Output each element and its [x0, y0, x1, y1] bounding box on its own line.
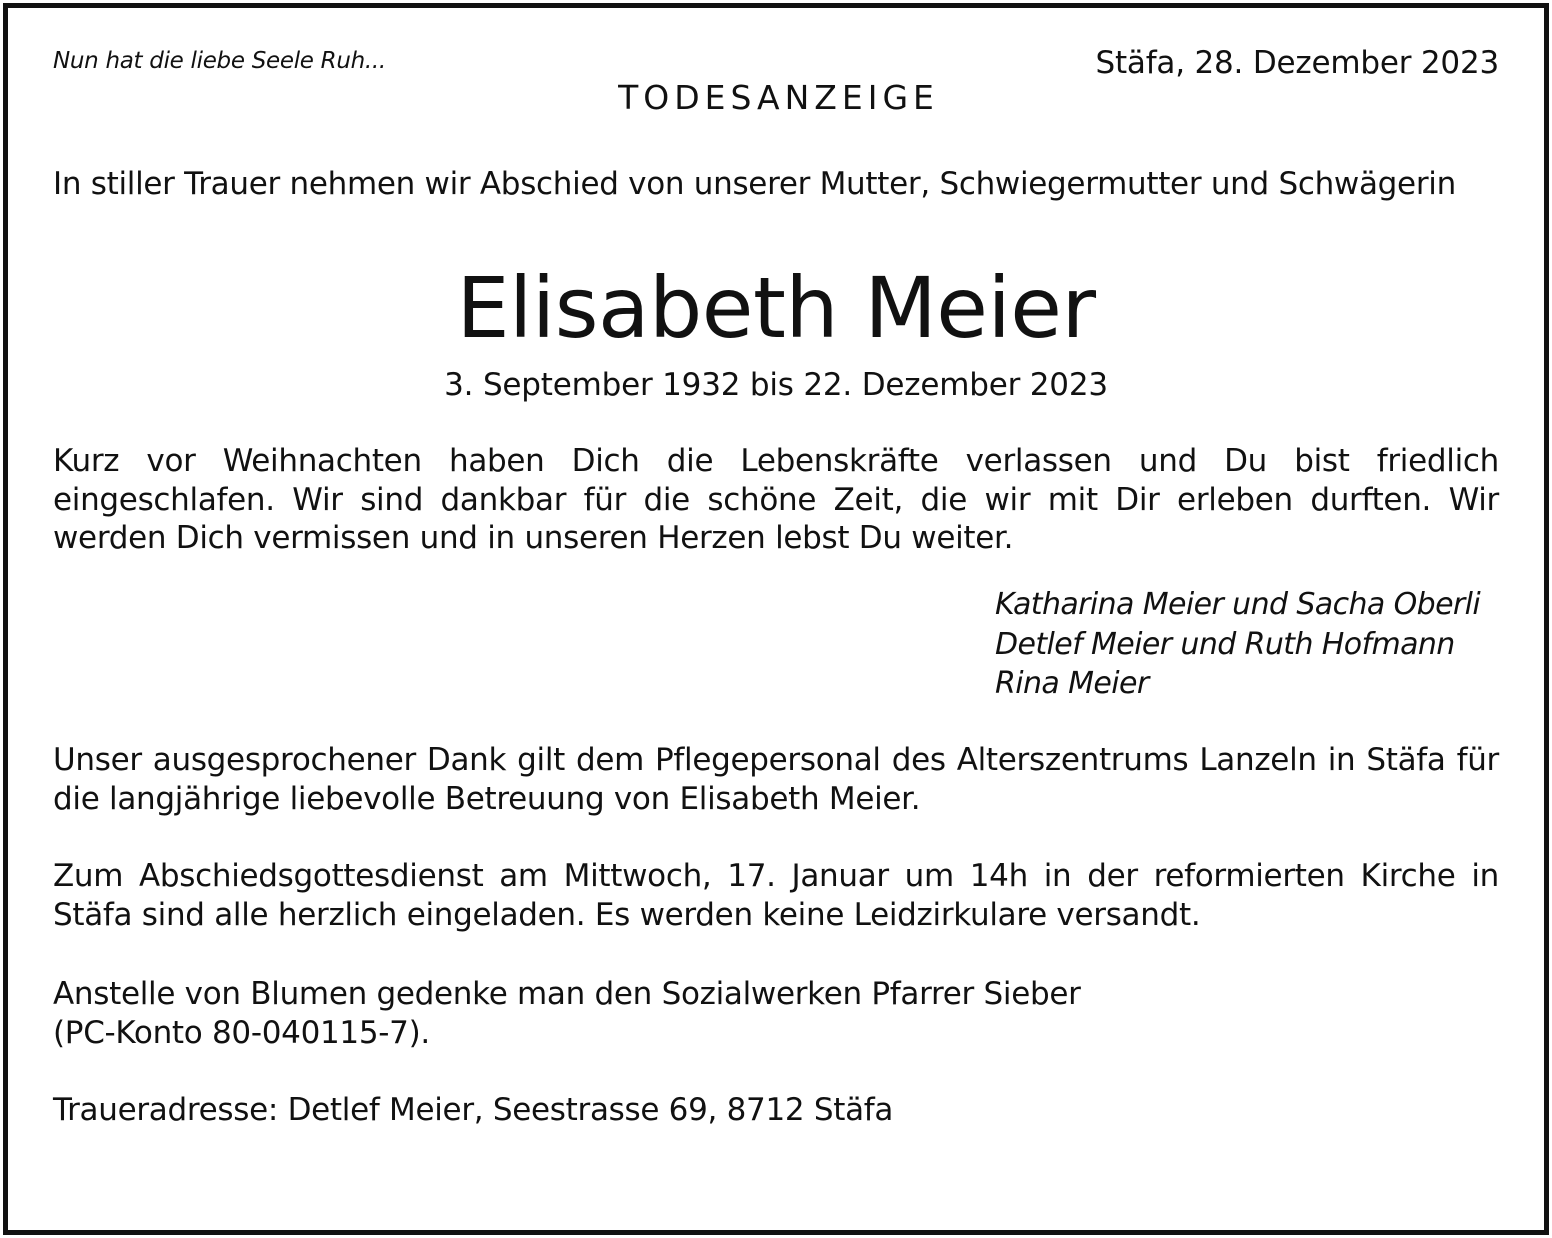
intro-paragraph: In stiller Trauer nehmen wir Abschied von unserer Mutter, Schwiegermutter und Schwägerin	[53, 166, 1456, 202]
mourning-address: Traueradresse: Detlef Meier, Seestrasse 69, 8712 Stäfa	[53, 1092, 894, 1128]
place-date: Stäfa, 28. Dezember 2023	[1095, 45, 1499, 81]
mourner-name: Katharina Meier und Sacha Oberli	[995, 587, 1481, 622]
life-dates: 3. September 1932 bis 22. Dezember 2023	[444, 367, 1108, 403]
notice-title: TODESANZEIGE	[618, 78, 939, 117]
thanks-paragraph: Unser ausgesprochener Dank gilt dem Pflegepersonal des Alterszentrums Lanzeln in Stäfa für die langjährige liebevolle Betreuung von Elisabeth Meier.	[53, 742, 1499, 817]
motto-text: Nun hat die liebe Seele Ruh...	[53, 48, 386, 74]
farewell-message: Kurz vor Weihnachten haben Dich die Lebenskräfte verlassen und Du bist friedlich eingeschlafen. Wir sind dankbar für die schöne Zeit, die wir mit Dir erleben durften. Wir werden Dich vermissen und in unseren Herzen lebst Du weiter.	[53, 443, 1499, 556]
mourner-name: Detlef Meier und Ruth Hofmann	[995, 626, 1455, 662]
donation-account: (PC-Konto 80-040115-7).	[53, 1014, 430, 1051]
mourners-list	[995, 585, 1480, 704]
service-paragraph: Zum Abschiedsgottesdienst am Mittwoch, 17. Januar um 14h in der reformierten Kirche in Stäfa sind alle herzlich eingeladen. Es werden keine Leidzirkulare versandt.	[53, 858, 1499, 933]
donation-line: Anstelle von Blumen gedenke man den Sozialwerken Pfarrer Sieber	[53, 976, 1081, 1012]
mourner-name: Rina Meier	[995, 666, 1149, 701]
donation-paragraph	[53, 975, 1499, 1052]
deceased-name: Elisabeth Meier	[456, 259, 1096, 357]
